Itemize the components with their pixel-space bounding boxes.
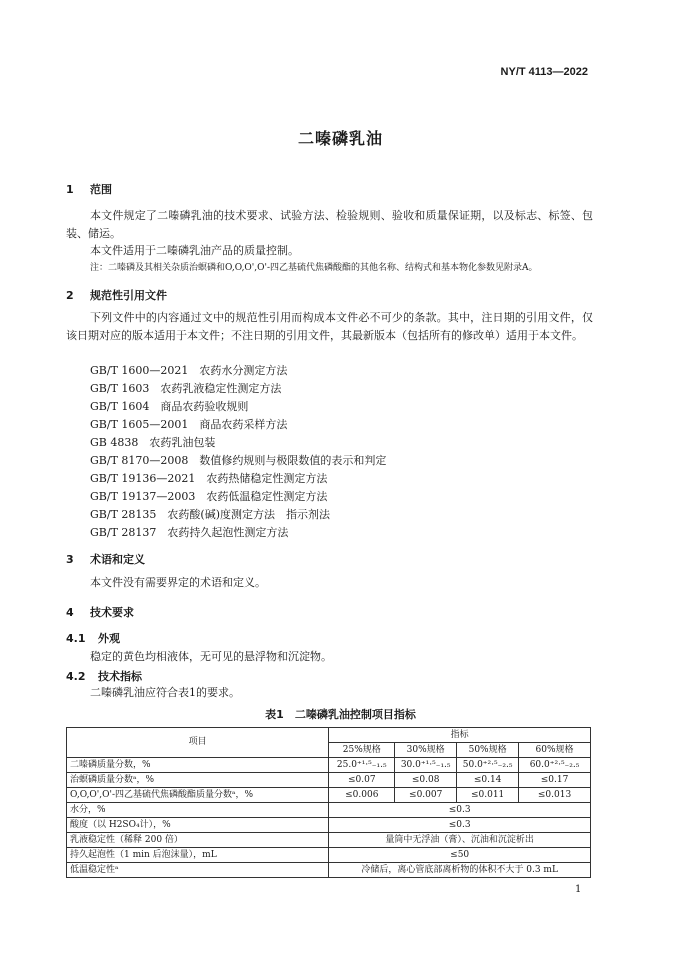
- reference-item: [90, 398, 248, 414]
- section-1-heading: [66, 181, 112, 197]
- section-title: 范围: [90, 183, 112, 196]
- reference-code: GB/T 8170—2008: [90, 454, 189, 467]
- row-value: 30.0⁺¹·⁵₋₁.₅: [395, 758, 457, 773]
- reference-code: GB/T 28135: [90, 508, 157, 521]
- normative-references-paragraph: 下列文件中的内容通过文中的规范性引用而构成本文件必不可少的条款。其中，注日期的引用文件，仅该日期对应的版本适用于本文件；不注日期的引用文件，其最新版本（包括所有的修改单）适用于本文件。: [66, 311, 593, 342]
- row-value: ≤0.14: [457, 773, 519, 788]
- section-number: 4.2: [66, 670, 86, 683]
- reference-title: 农药持久起泡性测定方法: [167, 526, 289, 539]
- row-item: O,O,O',O'-四乙基硫代焦磷酸酯质量分数ᵃ，%: [67, 788, 329, 803]
- spec-header: 25%规格: [329, 743, 395, 758]
- appearance-paragraph: 稳定的黄色均相液体，无可见的悬浮物和沉淀物。: [90, 650, 332, 663]
- header-item: 项目: [67, 728, 329, 758]
- reference-title: 农药低温稳定性测定方法: [206, 490, 328, 503]
- section-4-2-heading: [66, 668, 142, 684]
- reference-code: GB/T 1604: [90, 400, 150, 413]
- spec-table: [66, 727, 591, 878]
- spec-header: 50%规格: [457, 743, 519, 758]
- reference-item: [90, 452, 386, 468]
- reference-code: GB/T 28137: [90, 526, 157, 539]
- table-caption: 表1 二嗪磷乳油控制项目指标: [265, 708, 416, 721]
- section-number: 3: [66, 553, 74, 566]
- reference-title: 农药水分测定方法: [199, 364, 288, 377]
- reference-item: [90, 524, 288, 540]
- row-item: 低温稳定性ᵃ: [67, 863, 329, 878]
- reference-item: [90, 470, 327, 486]
- section-number: 1: [66, 183, 74, 196]
- reference-title: 农药乳油包装: [149, 436, 216, 449]
- reference-item: [90, 434, 215, 450]
- reference-title: 农药酸(碱)度测定方法 指示剂法: [167, 508, 330, 521]
- terms-paragraph: 本文件没有需要界定的术语和定义。: [90, 576, 266, 589]
- reference-item: [90, 506, 330, 522]
- spec-header: 30%规格: [395, 743, 457, 758]
- table-row: [67, 803, 591, 818]
- row-value: 50.0⁺²·⁵₋₂.₅: [457, 758, 519, 773]
- reference-code: GB/T 1603: [90, 382, 150, 395]
- applicability-paragraph: 本文件适用于二嗪磷乳油产品的质量控制。: [90, 244, 299, 257]
- reference-title: 商品农药验收规则: [160, 400, 249, 413]
- spec-header: 60%规格: [519, 743, 591, 758]
- section-4-heading: [66, 604, 134, 620]
- section-title: 技术要求: [90, 606, 134, 619]
- scope-note: 注：二嗪磷及其相关杂质治螟磷和O,O,O',O'-四乙基硫代焦磷酸酯的其他名称、结构式和基本物化参数见附录A。: [90, 263, 538, 273]
- row-merged-value: 量筒中无浮油（膏）、沉油和沉淀析出: [329, 833, 591, 848]
- table-row: [67, 758, 591, 773]
- section-2-heading: [66, 287, 167, 303]
- row-item: 水分，%: [67, 803, 329, 818]
- reference-title: 农药热储稳定性测定方法: [206, 472, 328, 485]
- reference-item: [90, 416, 287, 432]
- table-row: [67, 833, 591, 848]
- table-row: [67, 818, 591, 833]
- reference-code: GB 4838: [90, 436, 139, 449]
- section-number: 4: [66, 606, 74, 619]
- row-value: 25.0⁺¹·⁵₋₁.₅: [329, 758, 395, 773]
- section-number: 2: [66, 289, 74, 302]
- section-number: 4.1: [66, 632, 86, 645]
- row-item: 酸度（以 H2SO₄计），%: [67, 818, 329, 833]
- table-row: [67, 773, 591, 788]
- row-value: ≤0.011: [457, 788, 519, 803]
- reference-title: 农药乳液稳定性测定方法: [160, 382, 282, 395]
- reference-code: GB/T 1600—2021: [90, 364, 189, 377]
- row-value: ≤0.17: [519, 773, 591, 788]
- scope-paragraph: 本文件规定了二嗪磷乳油的技术要求、试验方法、检验规则、验收和质量保证期，以及标志、标签、包装、储运。: [66, 209, 593, 240]
- section-title: 技术指标: [98, 670, 142, 683]
- row-merged-value: ≤0.3: [329, 803, 591, 818]
- row-value: ≤0.007: [395, 788, 457, 803]
- table-row: [67, 788, 591, 803]
- row-value: ≤0.08: [395, 773, 457, 788]
- row-value: ≤0.006: [329, 788, 395, 803]
- reference-item: [90, 380, 281, 396]
- row-value: ≤0.013: [519, 788, 591, 803]
- section-title: 规范性引用文件: [90, 289, 167, 302]
- reference-item: [90, 362, 287, 378]
- section-title: 术语和定义: [90, 553, 145, 566]
- indicators-paragraph: 二嗪磷乳油应符合表1的要求。: [90, 686, 240, 699]
- page-title: 二嗪磷乳油: [297, 129, 383, 148]
- row-merged-value: 冷储后，离心管底部离析物的体积不大于 0.3 mL: [329, 863, 591, 878]
- document-code: NY/T 4113—2022: [500, 66, 588, 78]
- reference-code: GB/T 19136—2021: [90, 472, 196, 485]
- row-item: 乳液稳定性（稀释 200 倍）: [67, 833, 329, 848]
- reference-item: [90, 488, 327, 504]
- table-row: [67, 863, 591, 878]
- section-4-1-heading: [66, 630, 120, 646]
- reference-title: 商品农药采样方法: [199, 418, 288, 431]
- section-title: 外观: [98, 632, 120, 645]
- table-header-row: [67, 728, 591, 743]
- row-value: ≤0.07: [329, 773, 395, 788]
- header-index: 指标: [329, 728, 591, 743]
- row-item: 二嗪磷质量分数，%: [67, 758, 329, 773]
- row-merged-value: ≤0.3: [329, 818, 591, 833]
- row-merged-value: ≤50: [329, 848, 591, 863]
- reference-title: 数值修约规则与极限数值的表示和判定: [199, 454, 387, 467]
- section-3-heading: [66, 551, 145, 567]
- row-value: 60.0⁺²·⁵₋₂.₅: [519, 758, 591, 773]
- table-row: [67, 848, 591, 863]
- row-item: 持久起泡性（1 min 后泡沫量），mL: [67, 848, 329, 863]
- row-item: 治螟磷质量分数ᵃ，%: [67, 773, 329, 788]
- page-number: 1: [575, 884, 582, 895]
- reference-code: GB/T 19137—2003: [90, 490, 196, 503]
- reference-code: GB/T 1605—2001: [90, 418, 189, 431]
